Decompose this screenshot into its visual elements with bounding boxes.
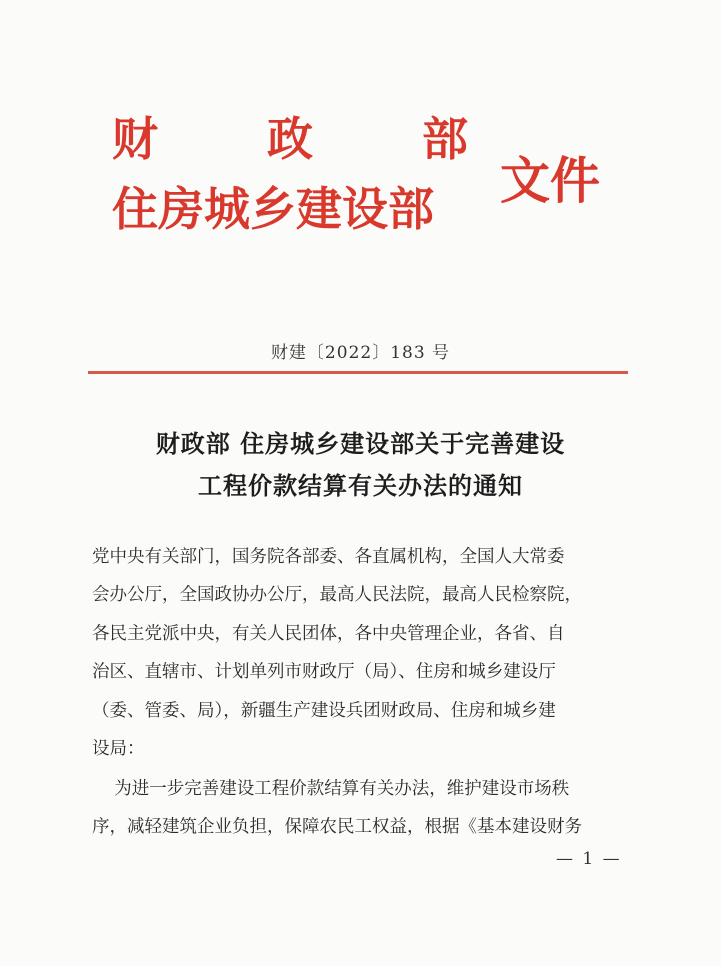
issuer-char: 部 bbox=[422, 112, 468, 166]
body-line: （委、管委、局），新疆生产建设兵团财政局、住房和城乡建 bbox=[92, 701, 556, 721]
document-label: 文件 bbox=[500, 151, 600, 210]
red-divider bbox=[88, 371, 628, 374]
body-line: 会办公厅，全国政协办公厅，最高人民法院，最高人民检察院， bbox=[92, 585, 582, 605]
body-line: 序，减轻建筑企业负担，保障农民工权益，根据《基本建设财务 bbox=[92, 817, 582, 837]
issuer-ministry-of-finance bbox=[112, 112, 468, 166]
page-number: — 1 — bbox=[556, 849, 622, 869]
body-line: 设局： bbox=[92, 739, 145, 759]
issuer-char: 政 bbox=[267, 112, 313, 166]
body-line: 为进一步完善建设工程价款结算有关办法，维护建设市场秩 bbox=[92, 779, 570, 799]
body-line: 治区、直辖市、计划单列市财政厅（局）、住房和城乡建设厅 bbox=[92, 662, 556, 682]
issuer-char: 财 bbox=[112, 112, 158, 166]
issuer-housing-ministry: 住房城乡建设部 bbox=[112, 182, 434, 236]
notice-title-line-1: 财政部 住房城乡建设部关于完善建设 bbox=[155, 429, 566, 458]
body-line: 党中央有关部门，国务院各部委、各直属机构，全国人大常委 bbox=[92, 547, 565, 567]
document-number: 财建〔2022〕183 号 bbox=[270, 343, 451, 363]
body-line: 各民主党派中央，有关人民团体，各中央管理企业，各省、自 bbox=[92, 624, 565, 644]
notice-title-line-2: 工程价款结算有关办法的通知 bbox=[198, 471, 523, 500]
